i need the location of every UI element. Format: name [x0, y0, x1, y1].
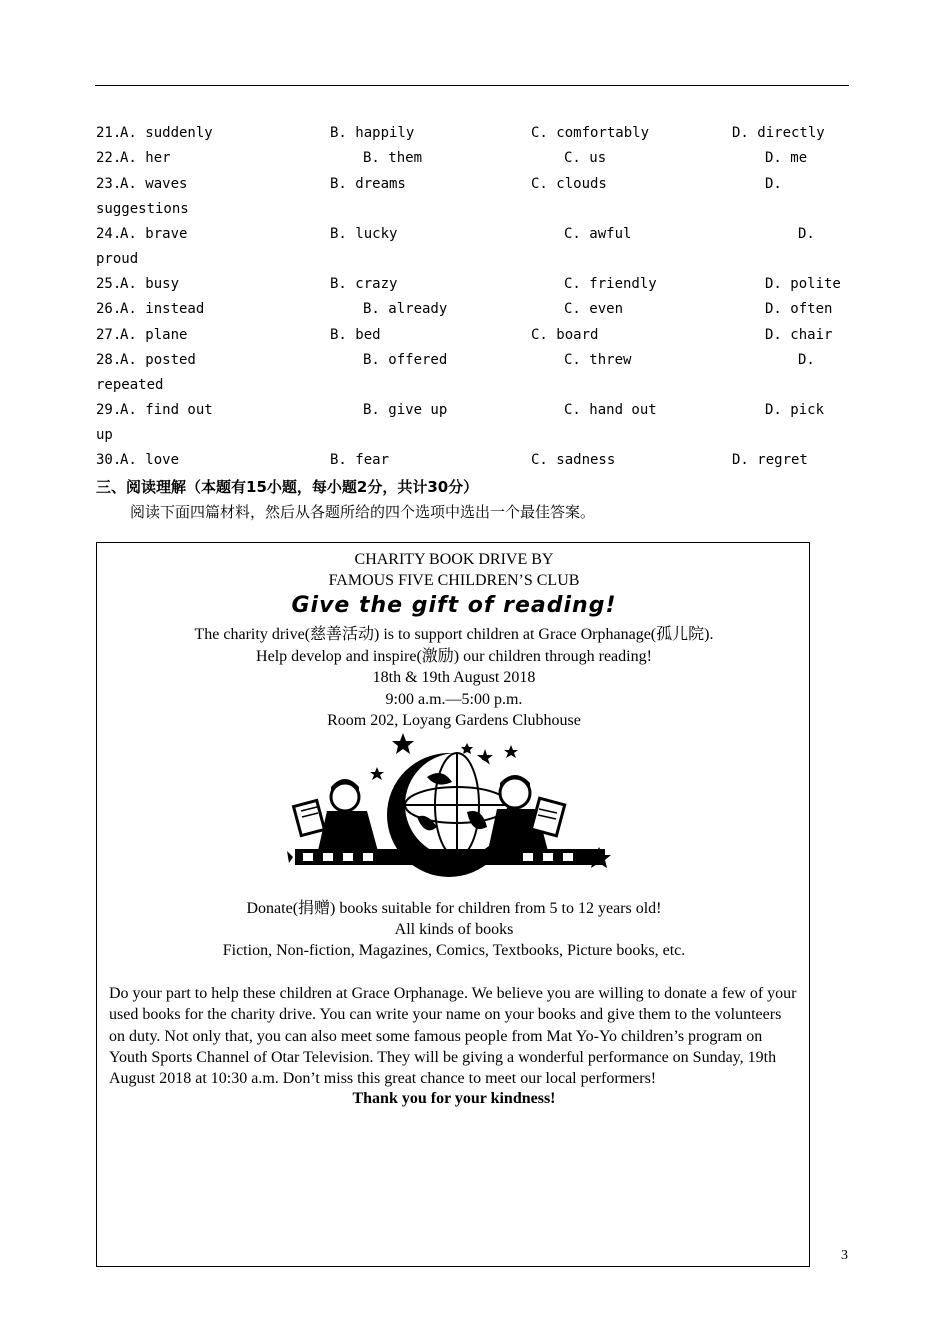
children-reading-globe-illustration [287, 727, 617, 887]
poster-time: 9:00 a.m.—5:00 p.m. [385, 691, 523, 708]
option-d: D. [798, 352, 815, 368]
option-d-wrap: up [96, 427, 113, 443]
option-d: D. [765, 176, 782, 192]
charity-poster [96, 542, 810, 1267]
question-number: 30. [96, 452, 122, 468]
poster-title-line2: FAMOUS FIVE CHILDREN’S CLUB [328, 572, 580, 589]
option-c: C. threw [564, 352, 632, 368]
poster-title-line1: CHARITY BOOK DRIVE BY [354, 551, 554, 568]
poster-mission: Help develop and inspire(激励) our children through reading! [256, 648, 652, 665]
question-number: 22. [96, 150, 122, 166]
page-number: 3 [841, 1248, 848, 1263]
option-a: A. instead [120, 301, 205, 317]
option-a: A. busy [120, 276, 180, 292]
option-a: A. her [120, 150, 171, 166]
option-d: D. pick [765, 402, 825, 418]
option-d: D. [798, 226, 815, 242]
option-b: B. dreams [330, 176, 406, 192]
option-d: D. regret [732, 452, 808, 468]
poster-donate: Donate(捐赠) books suitable for children from 5 to 12 years old! [246, 900, 662, 917]
question-number: 24. [96, 226, 122, 242]
question-number: 23. [96, 176, 122, 192]
question-number: 25. [96, 276, 122, 292]
option-b: B. fear [330, 452, 390, 468]
option-a: A. suddenly [120, 125, 213, 141]
option-b: B. them [363, 150, 423, 166]
section-instruction: 阅读下面四篇材料，然后从各题所给的四个选项中选出一个最佳答案。 [130, 503, 596, 521]
option-d-wrap: proud [96, 251, 139, 267]
header-rule [95, 85, 849, 86]
poster-kinds: All kinds of books [394, 921, 514, 938]
option-b: B. crazy [330, 276, 398, 292]
poster-slogan: Give the gift of reading! [291, 593, 617, 618]
poster-purpose: The charity drive(慈善活动) is to support children at Grace Orphanage(孤儿院). [194, 626, 714, 643]
option-d: D. directly [732, 125, 825, 141]
option-d-wrap: suggestions [96, 201, 189, 217]
question-number: 26. [96, 301, 122, 317]
poster-venue: Room 202, Loyang Gardens Clubhouse [327, 712, 581, 729]
option-a: A. love [120, 452, 180, 468]
option-c: C. comfortably [531, 125, 650, 141]
option-b: B. already [363, 301, 448, 317]
question-number: 28. [96, 352, 122, 368]
option-c: C. awful [564, 226, 632, 242]
option-c: C. clouds [531, 176, 607, 192]
option-d: D. me [765, 150, 808, 166]
option-d: D. often [765, 301, 833, 317]
option-d: D. chair [765, 327, 833, 343]
question-number: 21. [96, 125, 122, 141]
option-b: B. bed [330, 327, 381, 343]
option-b: B. give up [363, 402, 448, 418]
option-d-wrap: repeated [96, 377, 164, 393]
poster-paragraph: Do your part to help these children at Grace Orphanage. We believe you are willing to donate a few of your used books for the charity drive. You can write your name on your books and give them to the volunteers on duty. Not only that, you can also meet some famous people from Mat Yo-Yo children’s program on Youth Sports Channel of Otar Television. They will be giving a wonderful performance on Sunday, 19th August 2018 at 10:30 a.m. Don’t miss this great chance to meet our local performers! [109, 985, 797, 1088]
option-d: D. polite [765, 276, 841, 292]
section-title: 三、阅读理解（本题有15小题，每小题2分，共计30分） [96, 478, 479, 496]
option-c: C. sadness [531, 452, 616, 468]
option-c: C. hand out [564, 402, 657, 418]
option-c: C. even [564, 301, 624, 317]
option-b: B. lucky [330, 226, 398, 242]
poster-book-types: Fiction, Non-fiction, Magazines, Comics, Textbooks, Picture books, etc. [222, 942, 686, 959]
option-a: A. find out [120, 402, 213, 418]
option-a: A. waves [120, 176, 188, 192]
question-number: 27. [96, 327, 122, 343]
option-a: A. plane [120, 327, 188, 343]
option-a: A. brave [120, 226, 188, 242]
option-c: C. us [564, 150, 607, 166]
question-number: 29. [96, 402, 122, 418]
poster-thanks: Thank you for your kindness! [352, 1090, 556, 1107]
option-a: A. posted [120, 352, 196, 368]
option-c: C. friendly [564, 276, 657, 292]
poster-date: 18th & 19th August 2018 [372, 669, 536, 686]
option-b: B. offered [363, 352, 448, 368]
option-b: B. happily [330, 125, 415, 141]
option-c: C. board [531, 327, 599, 343]
